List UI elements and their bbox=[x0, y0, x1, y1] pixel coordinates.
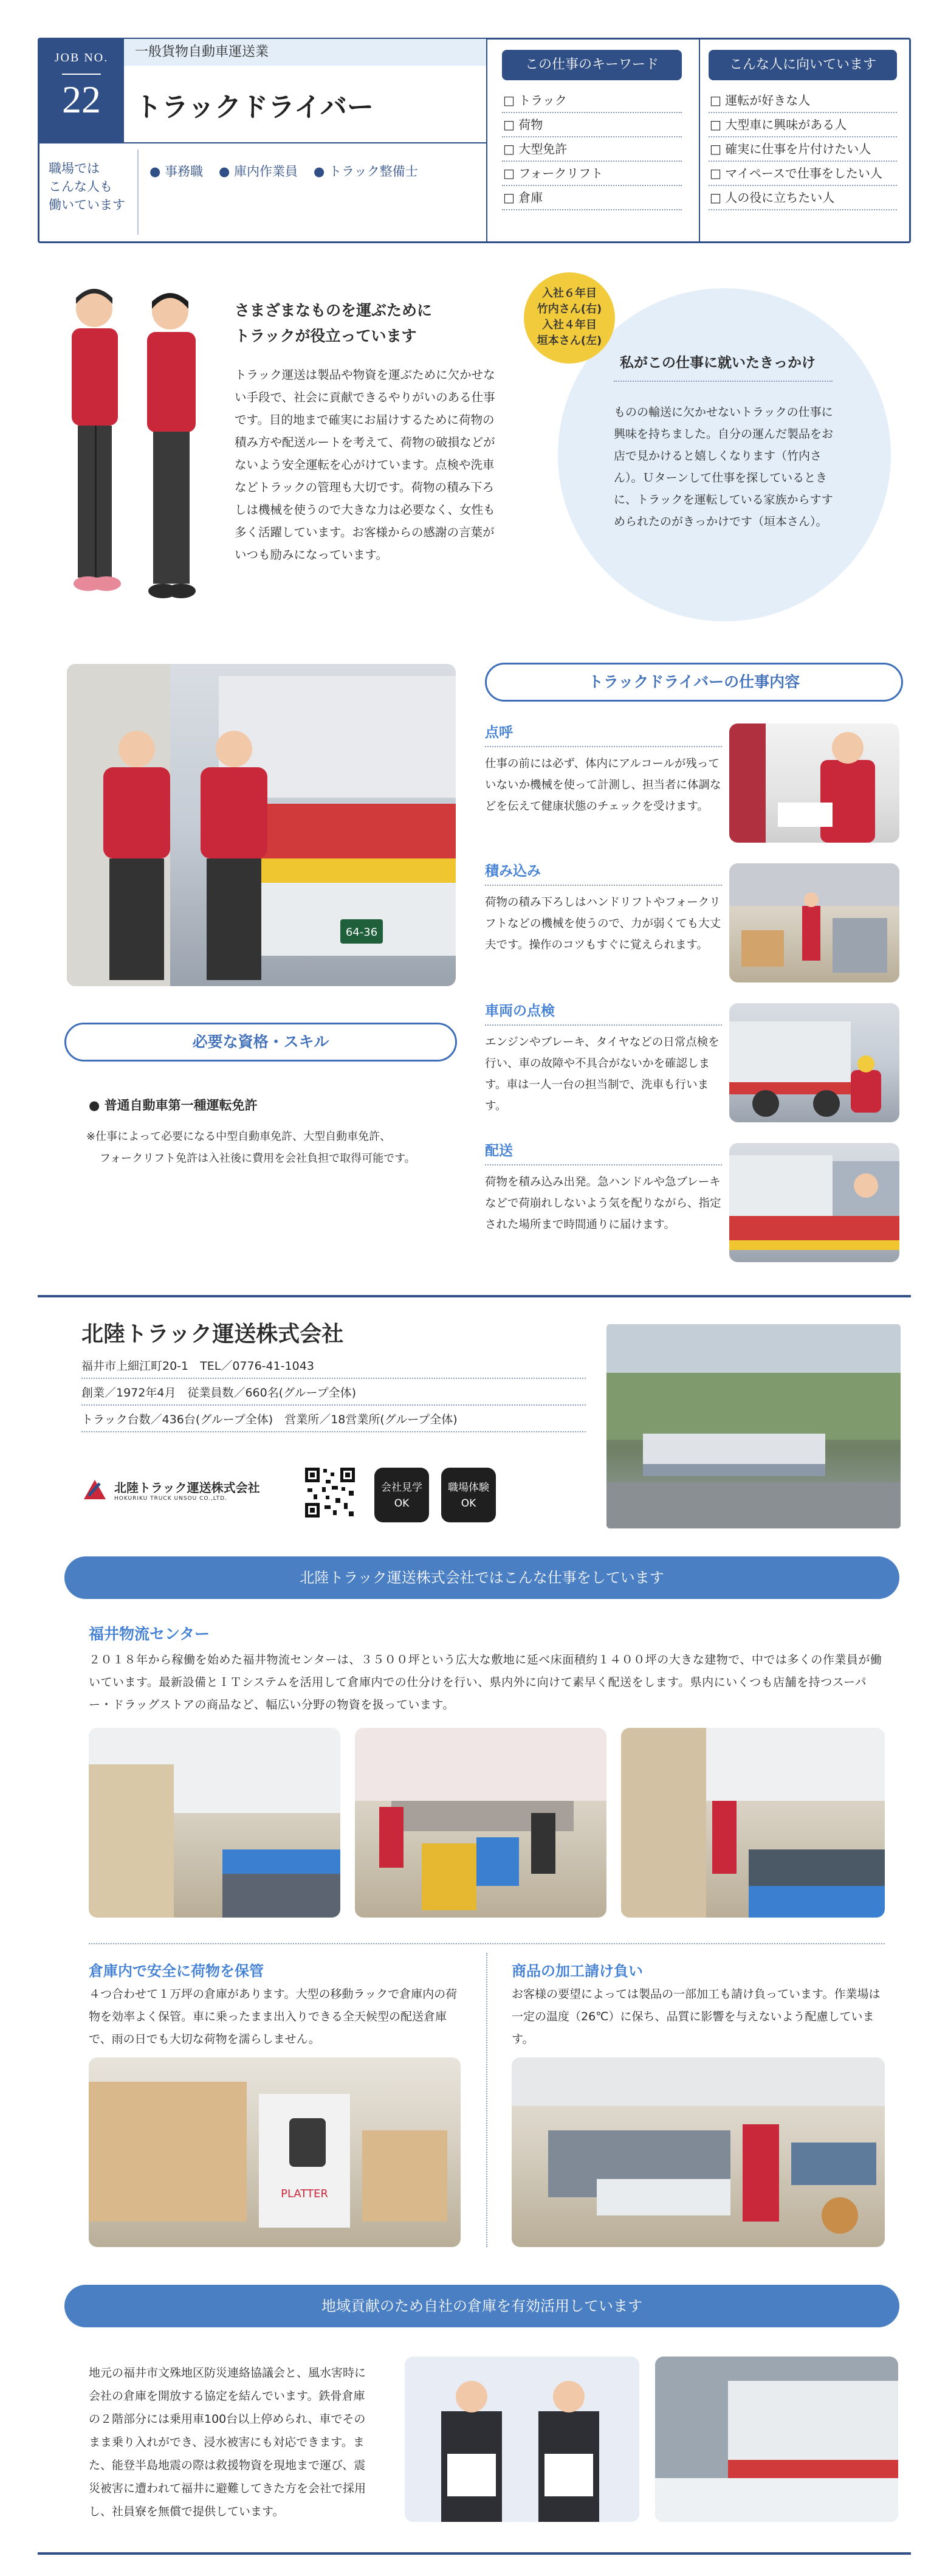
work-content-title: トラックドライバーの仕事内容 bbox=[485, 663, 903, 702]
intro-body: トラック運送は製品や物資を運ぶために欠かせない手段で、社会に貢献できるやりがいのある仕事です。目的地まで確実にお届けするために荷物の積み方や配送ルートを考えて、荷物の破損などがないよう安全運転を心がけています。点検や洗車などトラックの管理も大切です。荷物の積み下ろしは機械を使うので大きな力は必要なく、女性も多く活躍しています。お客様からの感謝の言葉がいつも励みになっています。 bbox=[235, 368, 495, 562]
work-step-1 bbox=[485, 721, 722, 817]
driver-right-figure bbox=[147, 293, 196, 598]
center-photo-1 bbox=[89, 1728, 340, 1918]
suited-title: こんな人に向いています bbox=[709, 50, 897, 80]
other-job-item: ● 庫内作業員 bbox=[219, 164, 298, 179]
rescue-truck-photo bbox=[655, 2357, 898, 2522]
company-rule-top bbox=[38, 1295, 911, 1297]
qr-code[interactable] bbox=[304, 1466, 356, 1519]
processing-body: お客様の要望によっては製品の一部加工も請け負っています。作業場は一定の温度（26℃）に保ち、品質に影響を与えないよう配慮しています。 bbox=[512, 1987, 881, 2046]
jobs-dotted-divider bbox=[89, 1943, 885, 1944]
work-experience-badge: 職場体験 OK bbox=[441, 1468, 496, 1522]
storage-photo bbox=[89, 2057, 461, 2247]
driver-left-figure bbox=[72, 289, 121, 591]
suited-item: □ 運転が好きな人 bbox=[709, 89, 897, 113]
other-jobs-list bbox=[149, 162, 418, 180]
work-step-3 bbox=[485, 1000, 722, 1117]
keyword-item: □ トラック bbox=[502, 89, 682, 113]
suited-item: □ 人の役に立ちたい人 bbox=[709, 186, 897, 210]
staff-badge: 入社６年目 竹内さん(右) 入社４年目 垣本さん(左) bbox=[524, 272, 615, 364]
loading-photo bbox=[729, 863, 899, 982]
jobs-banner: 北陸トラック運送株式会社ではこんな仕事をしています bbox=[64, 1556, 899, 1599]
company-rule-1 bbox=[81, 1378, 586, 1379]
processing-photo bbox=[512, 2057, 885, 2247]
step-body: エンジンやブレーキ、タイヤなどの日常点検を行い、車の故障や不具合がないかを確認します。車は一人一台の担当制で、洗車も行います。 bbox=[485, 1036, 720, 1113]
suited-item: □ マイペースで仕事をしたい人 bbox=[709, 162, 897, 186]
company-rule-3 bbox=[81, 1431, 586, 1432]
forklift-brand: PLATTER bbox=[281, 2188, 328, 2200]
community-banner: 地域貢献のため自社の倉庫を有効活用しています bbox=[64, 2285, 899, 2327]
keyword-item: □ フォークリフト bbox=[502, 162, 682, 186]
drivers-illustration bbox=[55, 280, 219, 620]
header-divider-2 bbox=[699, 39, 700, 242]
suited-list bbox=[709, 89, 897, 210]
job-number: 22 bbox=[62, 74, 101, 122]
step-body: 仕事の前には必ず、体内にアルコールが残っていないか機械を使って計測し、担当者に体調などを伝えて健康状態のチェックを受けます。 bbox=[485, 758, 721, 813]
company-logo-sub: HOKURIKU TRUCK UNSOU CO.,LTD. bbox=[114, 1495, 227, 1502]
job-label: JOB NO. bbox=[54, 51, 109, 64]
reason-title-rule bbox=[614, 381, 833, 382]
title-rule bbox=[39, 142, 486, 143]
job-number-block bbox=[39, 39, 124, 142]
footer-rule bbox=[38, 2552, 911, 2555]
reason-title: 私がこの仕事に就いたきっかけ bbox=[620, 355, 816, 371]
community-body: 地元の福井市文殊地区防災連絡協議会と、風水害時に会社の倉庫を開放する協定を結んでいます。鉄骨倉庫の２階部分には乗用車100台以上停められ、車でそのまま乗り入れができ、浸水被害にも対応できます。また、能登半島地震の際は救援物資を現地まで運び、震災被害に遭われて福井に避難してきた方を会社で採用し、社員寮を無償で提供しています。 bbox=[89, 2366, 366, 2518]
other-jobs-label: 職場では こんな人も 働いています bbox=[49, 161, 125, 212]
keywords-list bbox=[502, 89, 682, 210]
reason-body: ものの輸送に欠かせないトラックの仕事に興味を持ちました。自分の運んだ製品をお店で見かけると嬉しくなります（竹内さん）。Ｕターンして仕事を探しているときに、トラックを運転している家族からすすめられたのがきっかけです（垣本さん）。 bbox=[614, 406, 834, 528]
other-jobs-divider bbox=[137, 150, 139, 235]
step-body: 荷物の積み下ろしはハンドリフトやフォークリフトなどの機械を使うので、力が弱くても大丈夫です。操作のコツもすぐに覚えられます。 bbox=[485, 896, 721, 951]
step-body: 荷物を積み込み出発。急ハンドルや急ブレーキなどで荷崩れしないよう気を配りながら、指定された場所まで時間通りに届けます。 bbox=[485, 1176, 721, 1231]
header-divider-1 bbox=[486, 39, 487, 242]
intro-heading: さまざまなものを運ぶために トラックが役立っています bbox=[235, 302, 433, 345]
storage-title: 倉庫内で安全に荷物を保管 bbox=[89, 1963, 264, 1980]
center-photo-3 bbox=[621, 1728, 885, 1918]
other-job-item: ● トラック整備士 bbox=[314, 164, 418, 179]
company-logo-text: 北陸トラック運送株式会社 bbox=[114, 1480, 260, 1495]
processing-title: 商品の加工請け負い bbox=[512, 1963, 643, 1980]
jobs-vertical-divider bbox=[486, 1953, 487, 2247]
work-step-2 bbox=[485, 860, 722, 956]
company-visit-badge: 会社見学 OK bbox=[374, 1468, 429, 1522]
keyword-item: □ 荷物 bbox=[502, 113, 682, 137]
company-founded: 創業／1972年4月 従業員数／660名(グループ全体) bbox=[81, 1386, 357, 1400]
delivery-photo bbox=[729, 1143, 899, 1262]
center-title: 福井物流センター bbox=[89, 1625, 210, 1643]
storage-body: ４つ合わせて１万坪の倉庫があります。大型の移動ラックで倉庫内の荷物を効率よく保管。車に乗ったまま出入りできる全天候型の配送倉庫で、雨の日でも大切な荷物を濡らしません。 bbox=[89, 1987, 458, 2046]
category-label: 一般貨物自動車運送業 bbox=[135, 44, 269, 60]
keyword-item: □ 倉庫 bbox=[502, 186, 682, 210]
drivers-truck-photo bbox=[67, 664, 456, 986]
other-job-item: ● 事務職 bbox=[149, 164, 203, 179]
agreement-photo bbox=[405, 2357, 639, 2522]
step-heading: 積み込み bbox=[485, 863, 541, 879]
license-plate: 64-36 bbox=[345, 926, 378, 939]
keywords-title: この仕事のキーワード bbox=[502, 50, 682, 80]
keyword-item: □ 大型免許 bbox=[502, 137, 682, 162]
qualification-title: 必要な資格・スキル bbox=[64, 1023, 457, 1062]
step-heading: 車両の点検 bbox=[485, 1003, 555, 1019]
roll-call-photo bbox=[729, 723, 899, 843]
qualification-item: ● 普通自動車第一種運転免許 bbox=[89, 1098, 258, 1113]
company-logo bbox=[81, 1477, 260, 1502]
company-logo-mark bbox=[81, 1477, 108, 1502]
category-strip bbox=[124, 39, 486, 66]
step-heading: 配送 bbox=[485, 1143, 513, 1159]
center-body: ２０１８年から稼働を始めた福井物流センターは、３５００坪という広大な敷地に延べ床面積約１４００坪の大きな建物で、中では多くの作業員が働いています。最新設備とＩＴシステムを活用して倉庫内での仕分けを行い、県内外に向けて素早く配送をします。県内にいくつも店舗を持つスーパー・ドラッグストアの商品など、幅広い分野の物資を扱っています。 bbox=[89, 1653, 882, 1711]
qualification-note: ※仕事によって必要になる中型自動車免許、大型自動車免許、 フォークリフト免許は入社後に費用を会社負担で取得可能です。 bbox=[86, 1130, 416, 1165]
suited-item: □ 確実に仕事を片付けたい人 bbox=[709, 137, 897, 162]
company-address: 福井市上細江町20-1 TEL／0776-41-1043 bbox=[81, 1359, 314, 1373]
suited-item: □ 大型車に興味がある人 bbox=[709, 113, 897, 137]
center-photo-2 bbox=[355, 1728, 606, 1918]
company-rule-2 bbox=[81, 1404, 586, 1406]
inspection-photo bbox=[729, 1003, 899, 1122]
job-title: トラックドライバー bbox=[135, 92, 374, 123]
company-aerial-photo bbox=[606, 1324, 901, 1528]
step-heading: 点呼 bbox=[485, 725, 513, 741]
work-step-4 bbox=[485, 1139, 722, 1235]
company-name: 北陸トラック運送株式会社 bbox=[81, 1322, 344, 1347]
company-trucks: トラック台数／436台(グループ全体) 営業所／18営業所(グループ全体) bbox=[81, 1413, 458, 1426]
